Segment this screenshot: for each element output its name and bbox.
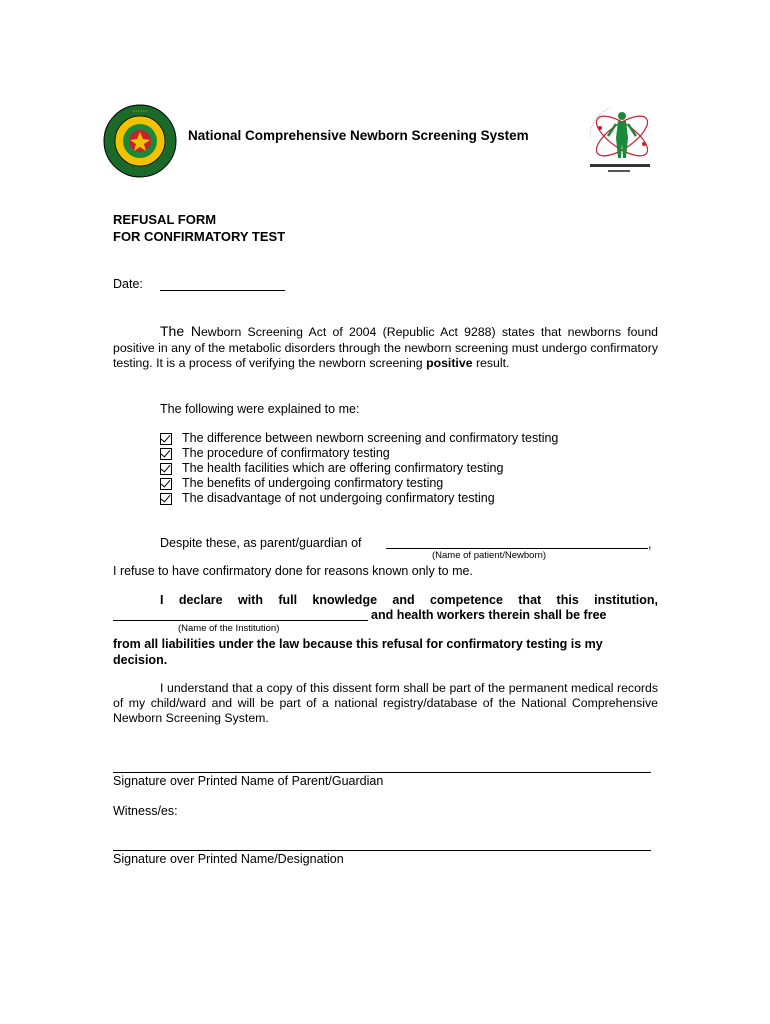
understand-paragraph: I understand that a copy of this dissent form shall be part of the permanent medical records of my child/ward and will be part of a national registry/database of the National Comprehensive Newborn Screening System.: [113, 681, 658, 725]
intro-first: The N: [160, 323, 201, 339]
patient-name-field[interactable]: [386, 548, 648, 549]
checklist-item-text: The disadvantage of not undergoing confirmatory testing: [182, 491, 495, 505]
explained-checklist: [160, 431, 558, 506]
declaration-line2: and health workers therein shall be free: [371, 608, 607, 622]
guardian-text: Despite these, as parent/guardian of: [160, 536, 362, 550]
institution-caption: (Name of the Institution): [178, 623, 280, 634]
patient-name-caption: (Name of patient/Newborn): [432, 550, 547, 561]
checklist-item: [160, 446, 558, 461]
form-title: [113, 211, 285, 245]
checked-box-icon[interactable]: [160, 478, 172, 490]
intro-paragraph: [113, 324, 658, 372]
checklist-item: [160, 461, 558, 476]
newborn-screening-logo: [580, 98, 660, 180]
checklist-item-text: The difference between newborn screening and confirmatory testing: [182, 431, 559, 445]
system-title: National Comprehensive Newborn Screening System: [188, 128, 529, 143]
checklist-item: [160, 431, 558, 446]
checklist-item-text: The procedure of confirmatory testing: [182, 446, 390, 460]
guardian-comma: ,: [648, 537, 652, 551]
refuse-statement: I refuse to have confirmatory done for reasons known only to me.: [113, 564, 473, 578]
parent-signature-field[interactable]: [113, 772, 651, 773]
parent-signature-label: Signature over Printed Name of Parent/Guardian: [113, 774, 384, 788]
checklist-item-text: The benefits of undergoing confirmatory testing: [182, 476, 444, 490]
declaration-line3: from all liabilities under the law because this refusal for confirmatory testing is my decision.: [113, 637, 603, 667]
checked-box-icon[interactable]: [160, 463, 172, 475]
doh-seal-logo: [103, 104, 177, 178]
intro-bold: positive: [426, 356, 473, 370]
date-field[interactable]: [160, 290, 285, 291]
checklist-item: [160, 476, 558, 491]
witness-signature-label: Signature over Printed Name/Designation: [113, 852, 344, 866]
declaration-line1: I declare with full knowledge and competence that this institution,: [160, 593, 658, 607]
witness-signature-field[interactable]: [113, 850, 651, 851]
explained-heading: The following were explained to me:: [160, 402, 360, 416]
form-title-line1: REFUSAL FORM: [113, 212, 217, 227]
checklist-item-text: The health facilities which are offering confirmatory testing: [182, 461, 504, 475]
checklist-item: [160, 491, 558, 506]
checked-box-icon[interactable]: [160, 433, 172, 445]
svg-text:• • • • • •: • • • • • •: [133, 108, 147, 113]
checked-box-icon[interactable]: [160, 493, 172, 505]
checked-box-icon[interactable]: [160, 448, 172, 460]
intro-end: result.: [472, 356, 510, 370]
institution-name-field[interactable]: [113, 620, 368, 621]
date-label: Date:: [113, 277, 143, 291]
intro-text: ewborn Screening Act of 2004 (Republic Act 9288) states that newborns found positive in any of the metabolic disorders through the newborn screening must undergo confirmatory testing. It is a process of verifying the newborn screening: [113, 325, 658, 370]
witness-label: Witness/es:: [113, 804, 178, 818]
form-title-line2: FOR CONFIRMATORY TEST: [113, 229, 286, 244]
